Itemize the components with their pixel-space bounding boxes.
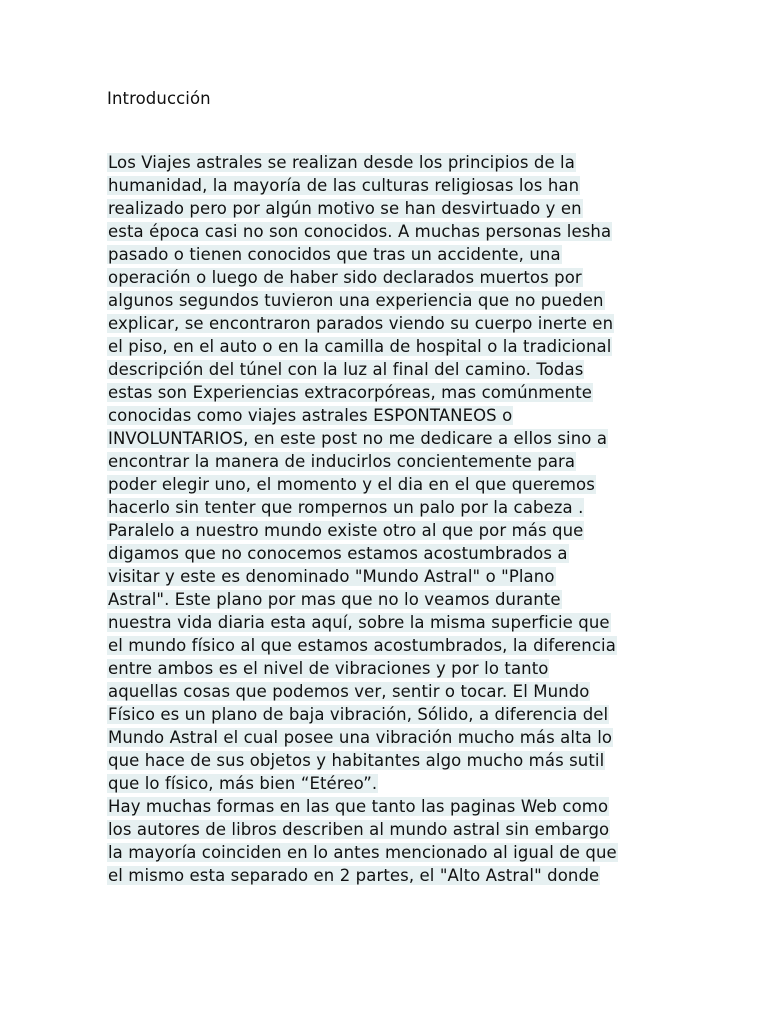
body-line-text: hacerlo sin tenter que rompernos un palo por la cabeza . bbox=[108, 498, 584, 517]
body-line bbox=[107, 381, 697, 404]
body-line-text: digamos que no conocemos estamos acostumbrados a bbox=[108, 544, 568, 563]
body-line bbox=[107, 795, 697, 818]
body-line-text: visitar y este es denominado "Mundo Astral" o "Plano bbox=[108, 567, 555, 586]
body-line bbox=[107, 197, 697, 220]
body-line-text: explicar, se encontraron parados viendo su cuerpo inerte en bbox=[108, 314, 614, 333]
body-line bbox=[107, 749, 697, 772]
body-line bbox=[107, 864, 697, 887]
body-line bbox=[107, 335, 697, 358]
body-line-text: la mayoría coinciden en lo antes mencionado al igual de que bbox=[108, 843, 617, 862]
body-line bbox=[107, 841, 697, 864]
body-line bbox=[107, 680, 697, 703]
body-line-text: encontrar la manera de inducirlos concientemente para bbox=[108, 452, 576, 471]
body-line bbox=[107, 243, 697, 266]
body-line bbox=[107, 611, 697, 634]
body-line-text: poder elegir uno, el momento y el dia en el que queremos bbox=[108, 475, 595, 494]
body-line-text: Los Viajes astrales se realizan desde los principios de la bbox=[108, 153, 575, 172]
body-line bbox=[107, 174, 697, 197]
body-line-text: esta época casi no son conocidos. A muchas personas lesha bbox=[108, 222, 612, 241]
body-line bbox=[107, 772, 697, 795]
body-line bbox=[107, 289, 697, 312]
document-body bbox=[107, 151, 697, 887]
body-line bbox=[107, 519, 697, 542]
body-line bbox=[107, 496, 697, 519]
body-line bbox=[107, 266, 697, 289]
body-line-text: aquellas cosas que podemos ver, sentir o tocar. El Mundo bbox=[108, 682, 590, 701]
body-line bbox=[107, 151, 697, 174]
body-line bbox=[107, 634, 697, 657]
body-line-text: Hay muchas formas en las que tanto las paginas Web como bbox=[108, 797, 609, 816]
body-line bbox=[107, 312, 697, 335]
body-line-text: algunos segundos tuvieron una experiencia que no pueden bbox=[108, 291, 604, 310]
body-line bbox=[107, 473, 697, 496]
body-line bbox=[107, 588, 697, 611]
body-line bbox=[107, 220, 697, 243]
body-line-text: los autores de libros describen al mundo astral sin embargo bbox=[108, 820, 610, 839]
body-line-text: el piso, en el auto o en la camilla de hospital o la tradicional bbox=[108, 337, 612, 356]
body-line-text: estas son Experiencias extracorpóreas, mas comúnmente bbox=[108, 383, 593, 402]
body-line-text: Paralelo a nuestro mundo existe otro al que por más que bbox=[108, 521, 584, 540]
body-line bbox=[107, 358, 697, 381]
body-line-text: que hace de sus objetos y habitantes algo mucho más sutil bbox=[108, 751, 605, 770]
body-line bbox=[107, 657, 697, 680]
body-line-text: humanidad, la mayoría de las culturas religiosas los han bbox=[108, 176, 580, 195]
body-line-text: descripción del túnel con la luz al final del camino. Todas bbox=[108, 360, 584, 379]
body-line-text: que lo físico, más bien “Etéreo”. bbox=[108, 774, 378, 793]
body-line-text: Mundo Astral el cual posee una vibración mucho más alta lo bbox=[108, 728, 613, 747]
body-line-text: pasado o tienen conocidos que tras un accidente, una bbox=[108, 245, 561, 264]
body-line-text: conocidas como viajes astrales ESPONTANEOS o bbox=[108, 406, 513, 425]
body-line-text: operación o luego de haber sido declarados muertos por bbox=[108, 268, 582, 287]
body-line bbox=[107, 703, 697, 726]
document-heading: Introducción bbox=[107, 89, 211, 108]
body-line-text: realizado pero por algún motivo se han desvirtuado y en bbox=[108, 199, 582, 218]
body-line-text: INVOLUNTARIOS, en este post no me dedicare a ellos sino a bbox=[108, 429, 608, 448]
body-line-text: el mismo esta separado en 2 partes, el "Alto Astral" donde bbox=[108, 866, 600, 885]
body-line-text: nuestra vida diaria esta aquí, sobre la misma superficie que bbox=[108, 613, 610, 632]
body-line-text: Físico es un plano de baja vibración, Sólido, a diferencia del bbox=[108, 705, 609, 724]
body-line-text: Astral". Este plano por mas que no lo veamos durante bbox=[108, 590, 561, 609]
body-line bbox=[107, 450, 697, 473]
body-line bbox=[107, 427, 697, 450]
body-line bbox=[107, 542, 697, 565]
body-line bbox=[107, 404, 697, 427]
body-line bbox=[107, 726, 697, 749]
body-line bbox=[107, 565, 697, 588]
body-line bbox=[107, 818, 697, 841]
body-line-text: el mundo físico al que estamos acostumbrados, la diferencia bbox=[108, 636, 616, 655]
body-line-text: entre ambos es el nivel de vibraciones y por lo tanto bbox=[108, 659, 549, 678]
